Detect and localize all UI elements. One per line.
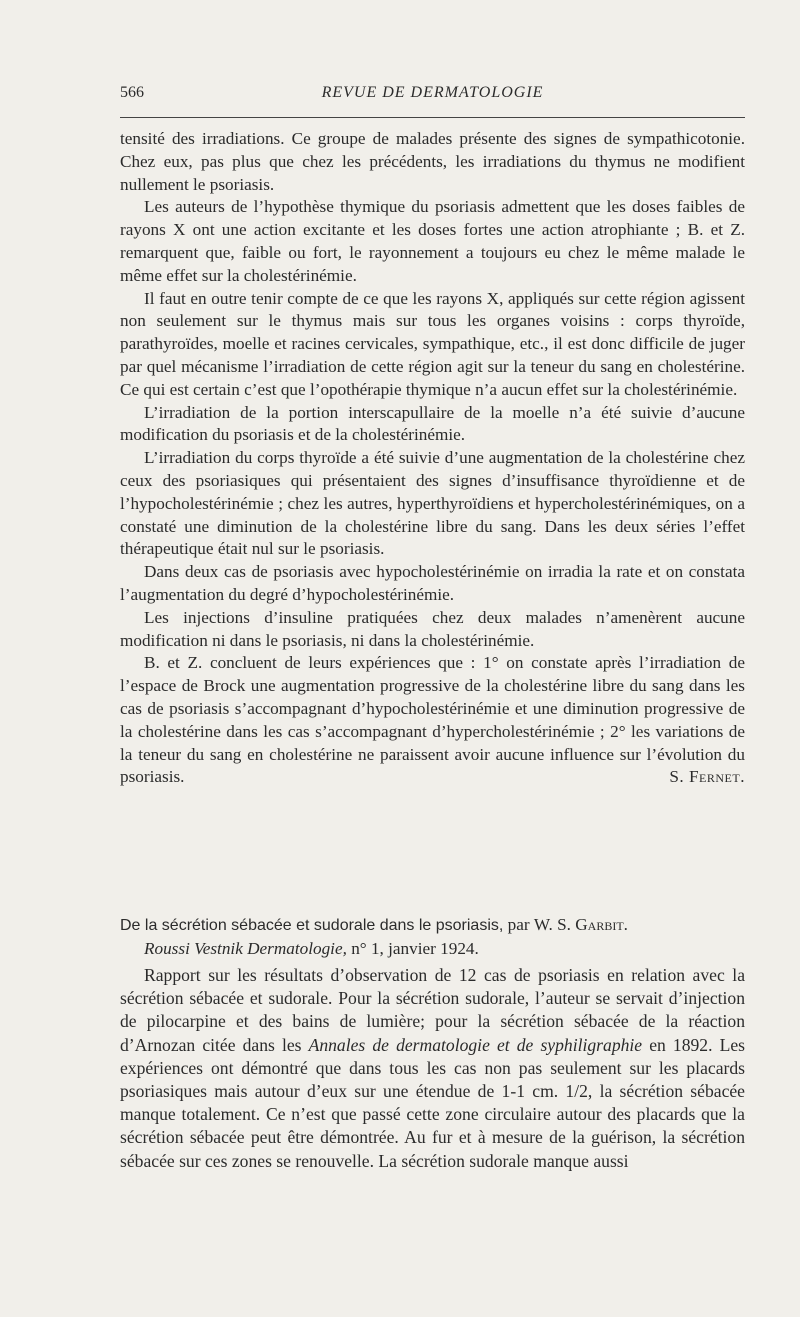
paragraph: Les auteurs de l’hypothèse thymique du psoriasis admettent que les doses faibles de rayons X ont une action excitante et les doses fortes une action atrophiante ; B. et Z. remarquent que, faible ou fort, le rayonnement a toujours eu chez le même malade le même effet sur la cholestérinémie. bbox=[120, 197, 745, 285]
reference-line-1 bbox=[120, 914, 745, 938]
paragraph: tensité des irradiations. Ce groupe de malades présente des signes de sympathicotonie. Chez eux, pas plus que chez les précédents, les irradiations du thymus ne modifient nullement le psoriasis. bbox=[120, 129, 745, 194]
paragraph-text: en 1892. Les expériences ont démontré que dans tous les cas non pas seulement sur les placards psoriasiques mais autour d’eux sur une étendue de 1-1 cm. 1/2, la sécrétion sébacée manque totalement. Ce n’est que passé cette zone circulaire autour des placards que la sécrétion sébacée peut être démontrée. Au fur et à mesure de la guérison, la sécrétion sébacée sur ces zones se renouvelle. La sécrétion sudorale manque aussi bbox=[120, 1034, 745, 1171]
reference-line-2 bbox=[120, 938, 745, 961]
signature-name: Fernet. bbox=[688, 767, 745, 787]
review-text-2 bbox=[120, 964, 745, 1173]
paragraph: Il faut en outre tenir compte de ce que les rayons X, appliqués sur cette région agissent non seulement sur le thymus mais sur tous les organes voisins : corps thyroïde, parathyroïdes, moelle et racines cervicales, sympathique, etc., il est donc difficile de juger par quel mécanisme l’irradiation de cette région agit sur la teneur du sang en cholestérine. Ce qui est certain c’est que l’opothérapie thymique n’a aucun effet sur la cholestérinémie. bbox=[120, 288, 745, 399]
paragraph: L’irradiation de la portion interscapullaire de la moelle n’a été suivie d’aucune modification du psoriasis et de la cholestérinémie. bbox=[120, 402, 745, 445]
paragraph-text: B. et Z. concluent de leurs expériences que : 1° on constate après l’irradiation de l’espace de Brock une augmentation progressive de la cholestérine libre du sang dans les cas de psoriasis s’accompagnant d’hypocholestérinémie et une diminution progressive de la cholestérine dans les cas s’accompagnant d’hypercholestérinémie ; 2° les variations de la teneur du sang en cholestérine ne paraissent avoir aucune influence sur l’évolution du psoriasis. bbox=[120, 653, 745, 787]
reference-journal: Roussi Vestnik Dermatologie, bbox=[144, 938, 347, 958]
paragraph: Les injections d’insuline pratiquées chez deux malades n’amenèrent aucune modification ni dans le psoriasis, ni dans la cholestérinémie. bbox=[120, 607, 745, 650]
article-title: De la sécrétion sébacée et sudorale dans le psoriasis, bbox=[120, 917, 504, 934]
paragraph: L’irradiation du corps thyroïde a été suivie d’une augmentation de la cholestérine chez ceux des psoriasiques qui présentaient des signes d’insuffisance thyroïdienne et de l’hypocholestérinémie ; chez les autres, hyperthyroïdiens et hypercholestérinémiques, on a constaté une diminution de la cholestérine libre du sang. Dans les deux séries l’effet thérapeutique était nul sur le psoriasis. bbox=[120, 448, 745, 559]
article-reference bbox=[120, 914, 745, 961]
paragraph: Dans deux cas de psoriasis avec hypocholestérinémie on irradia la rate et on constata l’augmentation du degré d’hypocholestérinémie. bbox=[120, 562, 745, 604]
signature-initial: S. bbox=[669, 767, 685, 787]
header-rule bbox=[120, 117, 745, 118]
signature bbox=[645, 766, 745, 789]
paragraph bbox=[120, 964, 745, 1173]
review-text bbox=[120, 128, 745, 789]
reference-by: par bbox=[507, 915, 530, 934]
running-header bbox=[120, 84, 745, 110]
paragraph-text: Rapport sur les résultats d’observation de 12 cas de psoriasis en relation avec la sécrétion sébacée et sudorale. Pour la sécrétion sudorale, l’auteur se servait d’injection de pilocarpine et des bains de lumière; pour la sécrétion sébacée de la réaction d’Arnozan citée dans les bbox=[120, 965, 745, 1055]
journal-title: REVUE DE DERMATOLOGIE bbox=[321, 84, 544, 101]
article-author: W. S. Garbit. bbox=[533, 915, 628, 934]
paragraph-with-signature bbox=[120, 652, 745, 789]
page-number: 566 bbox=[120, 84, 144, 101]
cited-journal: Annales de dermatologie et de syphiligraphie bbox=[308, 1034, 643, 1055]
reference-issue: n° 1, janvier 1924. bbox=[351, 938, 479, 958]
